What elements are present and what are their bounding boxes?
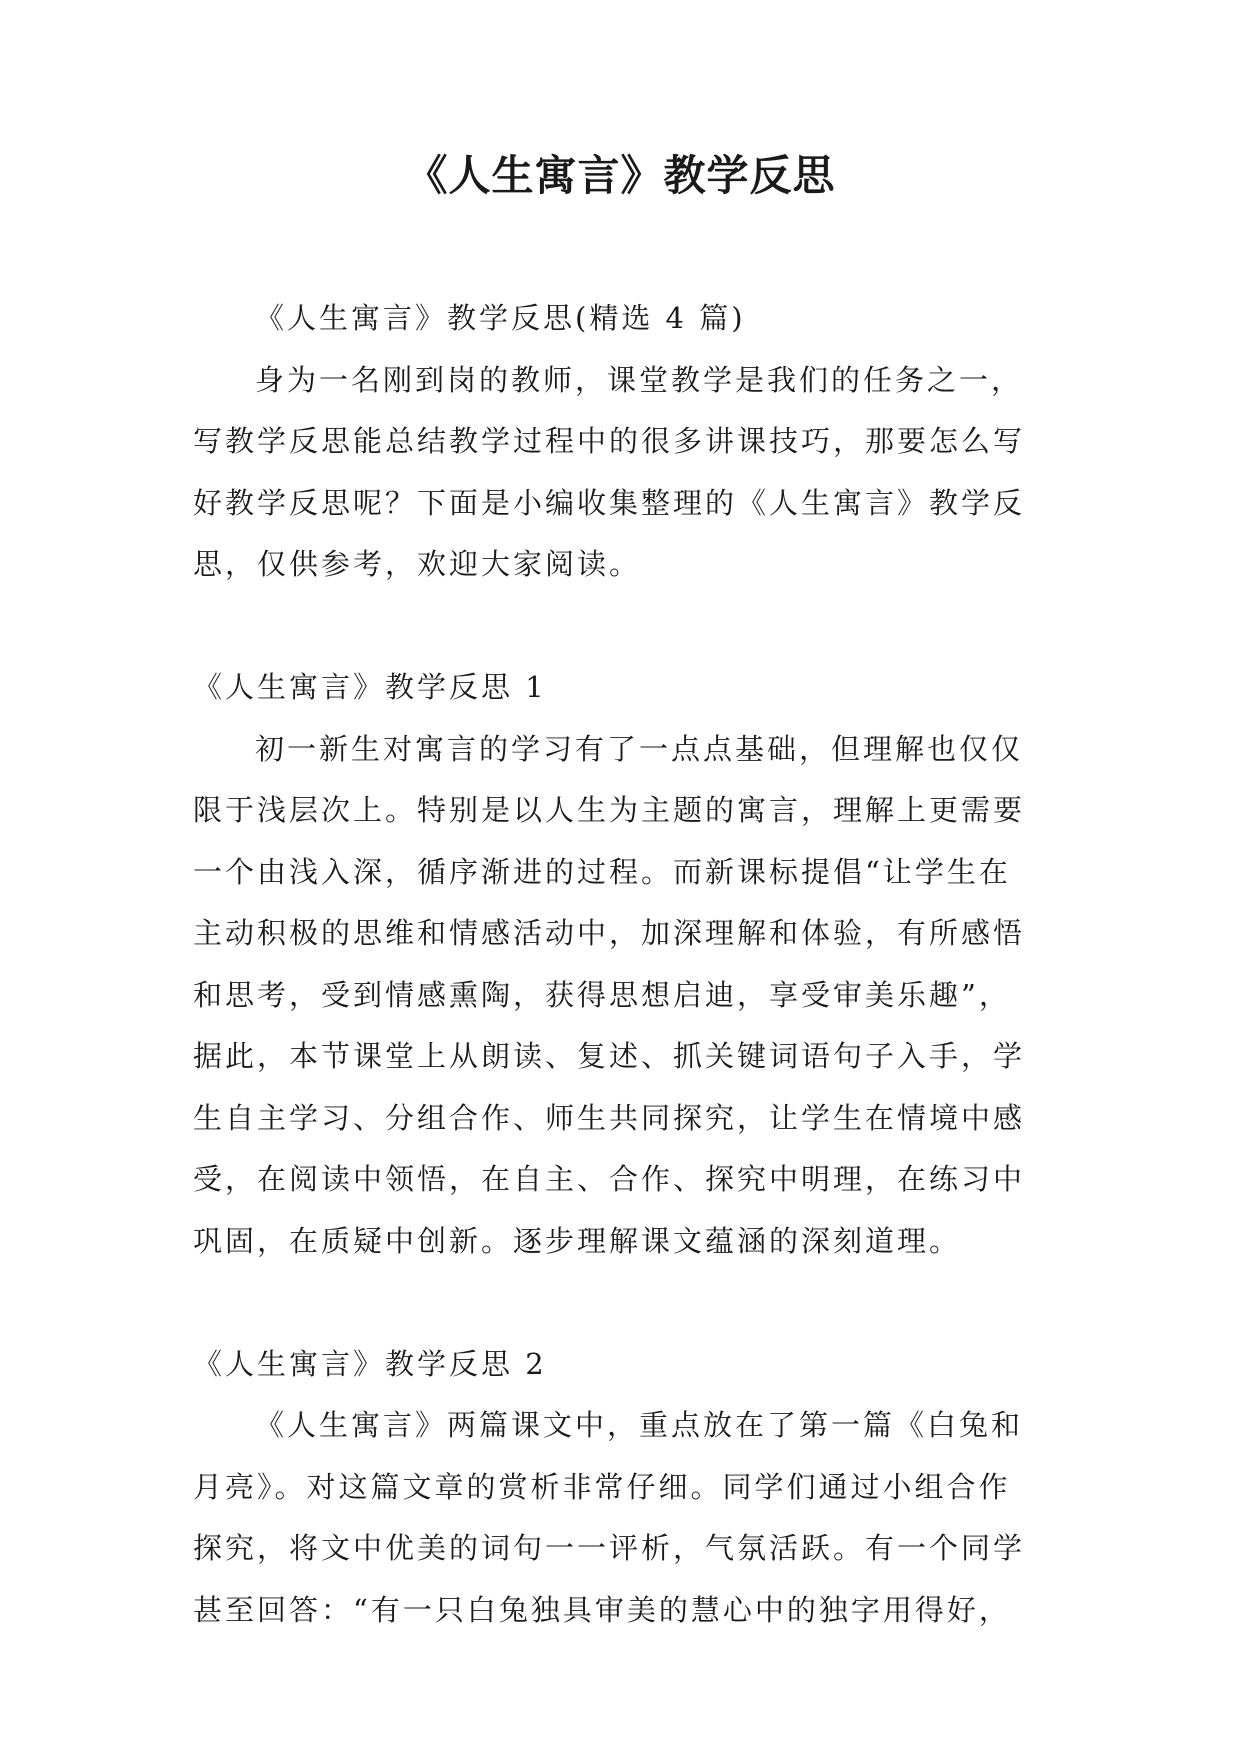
paragraph-line: 身为一名刚到岗的教师，课堂教学是我们的任务之一，	[255, 362, 1024, 397]
intro-paragraph	[193, 350, 1053, 596]
paragraph-line: 据此，本节课堂上从朗读、复述、抓关键词语句子入手，学	[193, 1039, 1026, 1073]
paragraph-line: 受，在阅读中领悟，在自主、合作、探究中明理，在练习中	[193, 1162, 1026, 1196]
paragraph-line: 一个由浅入深，循序渐进的过程。而新课标提倡“让学生在	[193, 854, 1011, 889]
paragraph-line: 写教学反思能总结教学过程中的很多讲课技巧，那要怎么写	[193, 424, 1026, 458]
paragraph-line: 和思考，受到情感熏陶，获得思想启迪，享受审美乐趣”，	[193, 977, 1011, 1012]
section-1	[193, 657, 1053, 1272]
paragraph-line: 甚至回答：“有一只白兔独具审美的慧心中的独字用得好，	[193, 1592, 1011, 1627]
paragraph-line: 月亮》。对这篇文章的赏析非常仔细。同学们通过小组合作	[193, 1469, 1011, 1504]
paragraph-line: 好教学反思呢？下面是小编收集整理的《人生寓言》教学反	[193, 485, 1026, 520]
paragraph-line: 初一新生对寓言的学习有了一点点基础，但理解也仅仅	[255, 731, 1024, 766]
document-subtitle: 《人生寓言》教学反思(精选 4 篇)	[255, 301, 746, 335]
paragraph-line: 生自主学习、分组合作、师生共同探究，让学生在情境中感	[193, 1100, 1026, 1135]
paragraph-line: 巩固，在质疑中创新。逐步理解课文蕴涵的深刻道理。	[193, 1223, 962, 1258]
section-heading: 《人生寓言》教学反思 2	[193, 1346, 547, 1381]
paragraph-line: 主动积极的思维和情感活动中，加深理解和体验，有所感悟	[193, 916, 1026, 950]
section-2	[193, 1334, 1053, 1642]
paragraph-line: 限于浅层次上。特别是以人生为主题的寓言，理解上更需要	[193, 793, 1026, 827]
paragraph-line: 《人生寓言》两篇课文中，重点放在了第一篇《白兔和	[255, 1408, 1024, 1442]
paragraph-gap	[193, 596, 1053, 658]
paragraph-line: 思，仅供参考，欢迎大家阅读。	[193, 547, 642, 581]
document-title: 《人生寓言》教学反思	[405, 151, 836, 200]
section-heading: 《人生寓言》教学反思 1	[193, 670, 547, 704]
paragraph-gap	[193, 1272, 1053, 1334]
document-body	[193, 288, 1053, 1641]
paragraph-line: 探究，将文中优美的词句一一评析，气氛活跃。有一个同学	[193, 1531, 1026, 1565]
